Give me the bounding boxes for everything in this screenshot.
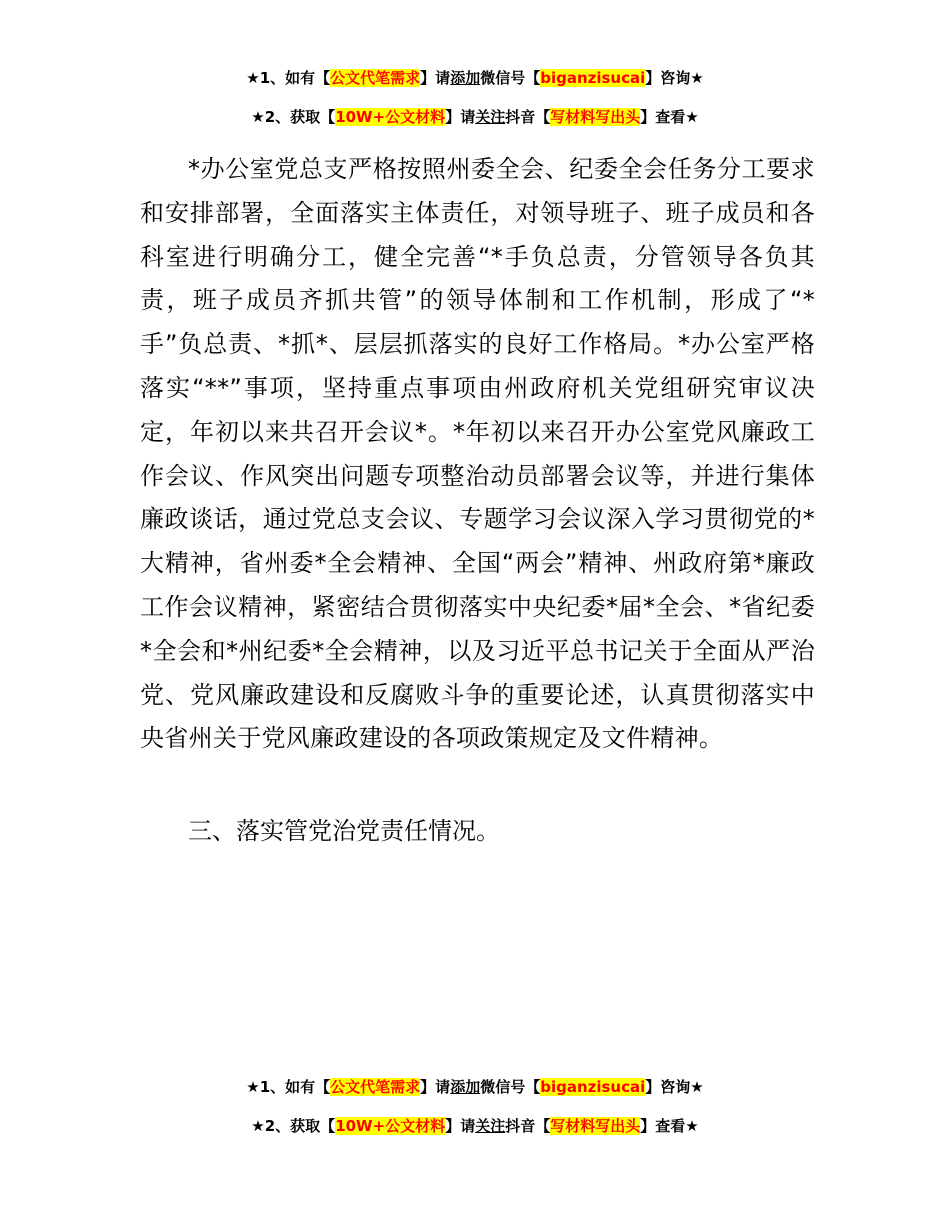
banner-text: 微信号【 <box>480 69 541 87</box>
footer-banner-line-1 <box>0 1077 950 1097</box>
banner-text: 】请 <box>445 1117 476 1135</box>
banner-text: 抖音【 <box>505 108 551 126</box>
banner-highlight-wechat-id: biganzisucai <box>540 1078 646 1096</box>
banner-highlight-douyin: 写材料写出头 <box>550 108 641 126</box>
banner-text: ★2、获取【 <box>251 1117 336 1135</box>
banner-text: ★1、如有【 <box>246 1078 331 1096</box>
footer-banner-line-2 <box>0 1116 950 1136</box>
banner-text: 】咨询★ <box>645 1078 704 1096</box>
banner-highlight: 10W+公文材料 <box>335 1117 446 1135</box>
banner-text: 】咨询★ <box>645 69 704 87</box>
banner-text: 】请 <box>420 1078 451 1096</box>
banner-highlight-wechat-id: biganzisucai <box>540 69 646 87</box>
section-heading: 三、落实管党治党责任情况。 <box>188 817 500 845</box>
banner-underlined-text: 添加 <box>450 1078 481 1096</box>
banner-text: ★1、如有【 <box>246 69 331 87</box>
banner-underlined-text: 关注 <box>475 1117 506 1135</box>
banner-text: 微信号【 <box>480 1078 541 1096</box>
banner-text: 】查看★ <box>640 108 699 126</box>
banner-highlight: 公文代笔需求 <box>330 69 421 87</box>
banner-text: ★2、获取【 <box>251 108 336 126</box>
header-banner-line-1 <box>0 68 950 88</box>
banner-underlined-text: 关注 <box>475 108 506 126</box>
banner-text: 】请 <box>420 69 451 87</box>
banner-text: 】请 <box>445 108 476 126</box>
banner-highlight: 10W+公文材料 <box>335 108 446 126</box>
banner-text: 】查看★ <box>640 1117 699 1135</box>
header-banner-line-2 <box>0 107 950 127</box>
banner-highlight-douyin: 写材料写出头 <box>550 1117 641 1135</box>
banner-highlight: 公文代笔需求 <box>330 1078 421 1096</box>
banner-text: 抖音【 <box>505 1117 551 1135</box>
body-paragraph: *办公室党总支严格按照州委全会、纪委全会任务分工要求和安排部署，全面落实主体责任，对领导班子、班子成员和各科室进行明确分工，健全完善“*手负总责，分管领导各负其责，班子成员齐抓共管”的领导体制和工作机制，形成了“*手”负总责、*抓*、层层抓落实的良好工作格局。*办公室严格落实“**”事项，坚持重点事项由州政府机关党组研究审议决定，年初以来共召开会议*。*年初以来召开办公室党风廉政工作会议、作风突出问题专项整治动员部署会议等，并进行集体廉政谈话，通过党总支会议、专题学习会议深入学习贯彻党的*大精神，省州委*全会精神、全国“两会”精神、州政府第*廉政工作会议精神，紧密结合贯彻落实中央纪委*届*全会、*省纪委*全会和*州纪委*全会精神，以及习近平总书记关于全面从严治党、党风廉政建设和反腐败斗争的重要论述，认真贯彻落实中央省州关于党风廉政建设的各项政策规定及文件精神。 <box>140 155 815 753</box>
banner-underlined-text: 添加 <box>450 69 481 87</box>
